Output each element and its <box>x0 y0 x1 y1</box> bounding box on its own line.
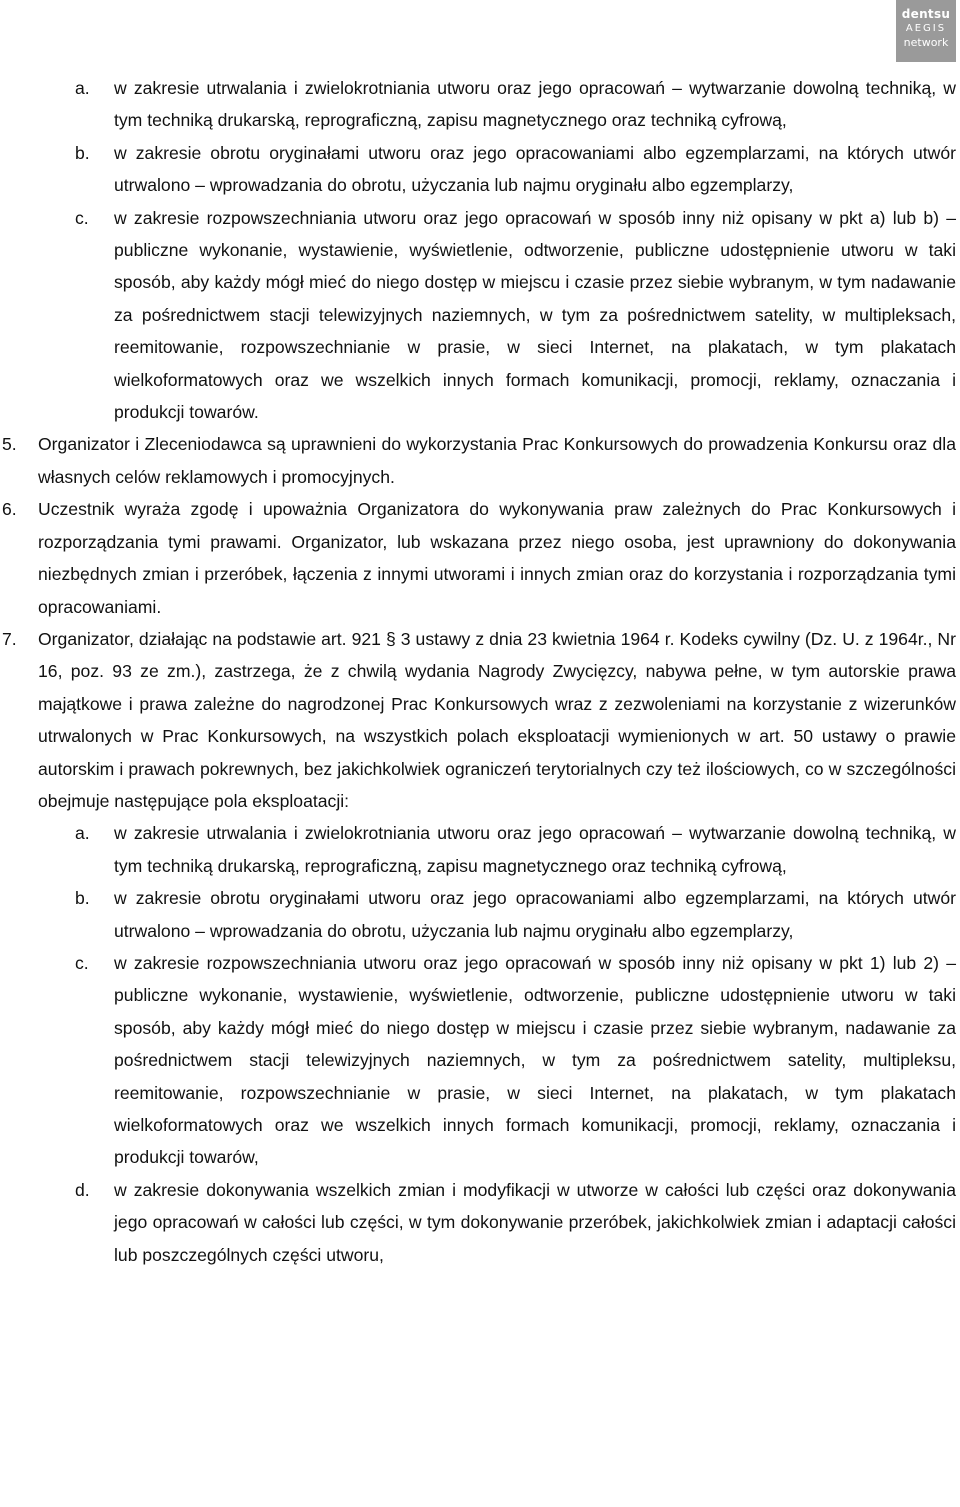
list-item <box>38 202 956 429</box>
item-number: c. <box>75 207 89 228</box>
item-text: w zakresie utrwalania i zwielokrotniania utworu oraz jego opracowań – wytwarzanie dowolną techniką, w tym techniką drukarską, reprograficzną, zapisu magnetycznego oraz techniką cyfrową, <box>114 78 956 131</box>
item-number: 7. <box>2 628 17 649</box>
logo-line-3: network <box>903 36 949 49</box>
numbered-paragraph <box>2 623 956 817</box>
list-item <box>38 817 956 882</box>
item-text: w zakresie obrotu oryginałami utworu oraz jego opracowaniami albo egzemplarzami, na których utwór utrwalono – wprowadzania do obrotu, użyczania lub najmu oryginału albo egzemplarzy, <box>114 888 956 941</box>
item-number: a. <box>75 78 90 98</box>
item-number: b. <box>75 142 90 163</box>
item-text: Organizator, działając na podstawie art. 921 § 3 ustawy z dnia 23 kwietnia 1964 r. Kodeks cywilny (Dz. U. z 1964r., Nr 16, poz. 93 ze zm.), zastrzega, że z chwilą wydania Nagrody Zwycięzcy, nabywa pełne, w tym autorskie prawa majątkowe i prawa zależne do nagrodzonej Prac Konkursowych wraz z zezwoleniami na korzystanie z wizerunków utrwalonych w Prac Konkursowych, na wszystkich polach eksploatacji wymienionych w art. 50 ustawy o prawie autorskim i prawach pokrewnych, bez jakichkolwiek ograniczeń terytorialnych czy też ilościowych, co w szczególności obejmuje następujące pola eksploatacji: <box>38 628 956 811</box>
numbered-paragraph <box>2 493 956 623</box>
list-item <box>38 947 956 1174</box>
item-text: Uczestnik wyraża zgodę i upoważnia Organizatora do wykonywania praw zależnych do Prac Konkursowych i rozporządzania tymi prawami. Organizator, lub wskazana przez niego osoba, jest uprawniony do dokonywania niezbędnych zmian i przeróbek, łączenia z innymi utworami i innych zmian oraz do korzystania i rozporządzania tymi opracowaniami. <box>38 499 956 617</box>
list-item <box>38 1174 956 1271</box>
logo-line-1: dentsu <box>901 7 951 21</box>
list-item <box>38 137 956 202</box>
document-body <box>2 72 956 1271</box>
item-number: a. <box>75 823 90 844</box>
logo-line-2: AEGIS <box>905 23 947 34</box>
company-logo <box>896 0 956 62</box>
item-number: 6. <box>2 499 17 520</box>
item-text: w zakresie rozpowszechniania utworu oraz jego opracowań w sposób inny niż opisany w pkt 1) lub 2) – publiczne wykonanie, wystawienie, wyświetlenie, odtworzenie, publiczne udostępnienie utworu w taki sposób, aby każdy mógł mieć do niego dostęp w miejscu i czasie przez siebie wybranym, nadawanie za pośrednictwem stacji telewizyjnych naziemnych, w tym za pośrednictwem satelity, multipleksu, reemitowanie, rozpowszechnianie w prasie, w sieci Internet, na plakatach, w tym plakatach wielkoformatowych oraz we wszelkich innych formach komunikacji, promocji, reklamy, oznaczania i produkcji towarów, <box>114 952 956 1168</box>
item-number: 5. <box>2 434 17 455</box>
item-text: Organizator i Zleceniodawca są uprawnieni do wykorzystania Prac Konkursowych do prowadzenia Konkursu oraz dla własnych celów reklamowych i promocyjnych. <box>38 434 956 487</box>
numbered-paragraph <box>2 428 956 493</box>
item-number: b. <box>75 888 90 909</box>
item-number: d. <box>75 1179 90 1200</box>
list-item <box>38 882 956 947</box>
list-item <box>38 72 956 137</box>
item-text: w zakresie obrotu oryginałami utworu oraz jego opracowaniami albo egzemplarzami, na których utwór utrwalono – wprowadzania do obrotu, użyczania lub najmu oryginału albo egzemplarzy, <box>114 142 956 196</box>
item-text: w zakresie utrwalania i zwielokrotniania utworu oraz jego opracowań – wytwarzanie dowolną techniką, w tym techniką drukarską, reprograficzną, zapisu magnetycznego oraz techniką cyfrową, <box>114 823 956 876</box>
item-text: w zakresie dokonywania wszelkich zmian i modyfikacji w utworze w całości lub części oraz dokonywania jego opracowań w całości lub części, w tym dokonywanie przeróbek, jakichkolwiek zmian i adaptacji całości lub poszczególnych części utworu, <box>114 1179 956 1265</box>
item-number: c. <box>75 952 89 973</box>
item-text: w zakresie rozpowszechniania utworu oraz jego opracowań w sposób inny niż opisany w pkt a) lub b) – publiczne wykonanie, wystawienie, wyświetlenie, odtworzenie, publiczne udostępnienie utworu w taki sposób, aby każdy mógł mieć do niego dostęp w miejscu i czasie przez siebie wybranym, w tym nadawanie za pośrednictwem stacji telewizyjnych naziemnych, w tym za pośrednictwem satelity, w multipleksach, reemitowanie, rozpowszechnianie w prasie, w sieci Internet, na plakatach, w tym plakatach wielkoformatowych oraz we wszelkich innych formach komunikacji, promocji, reklamy, oznaczania i produkcji towarów. <box>114 207 956 423</box>
